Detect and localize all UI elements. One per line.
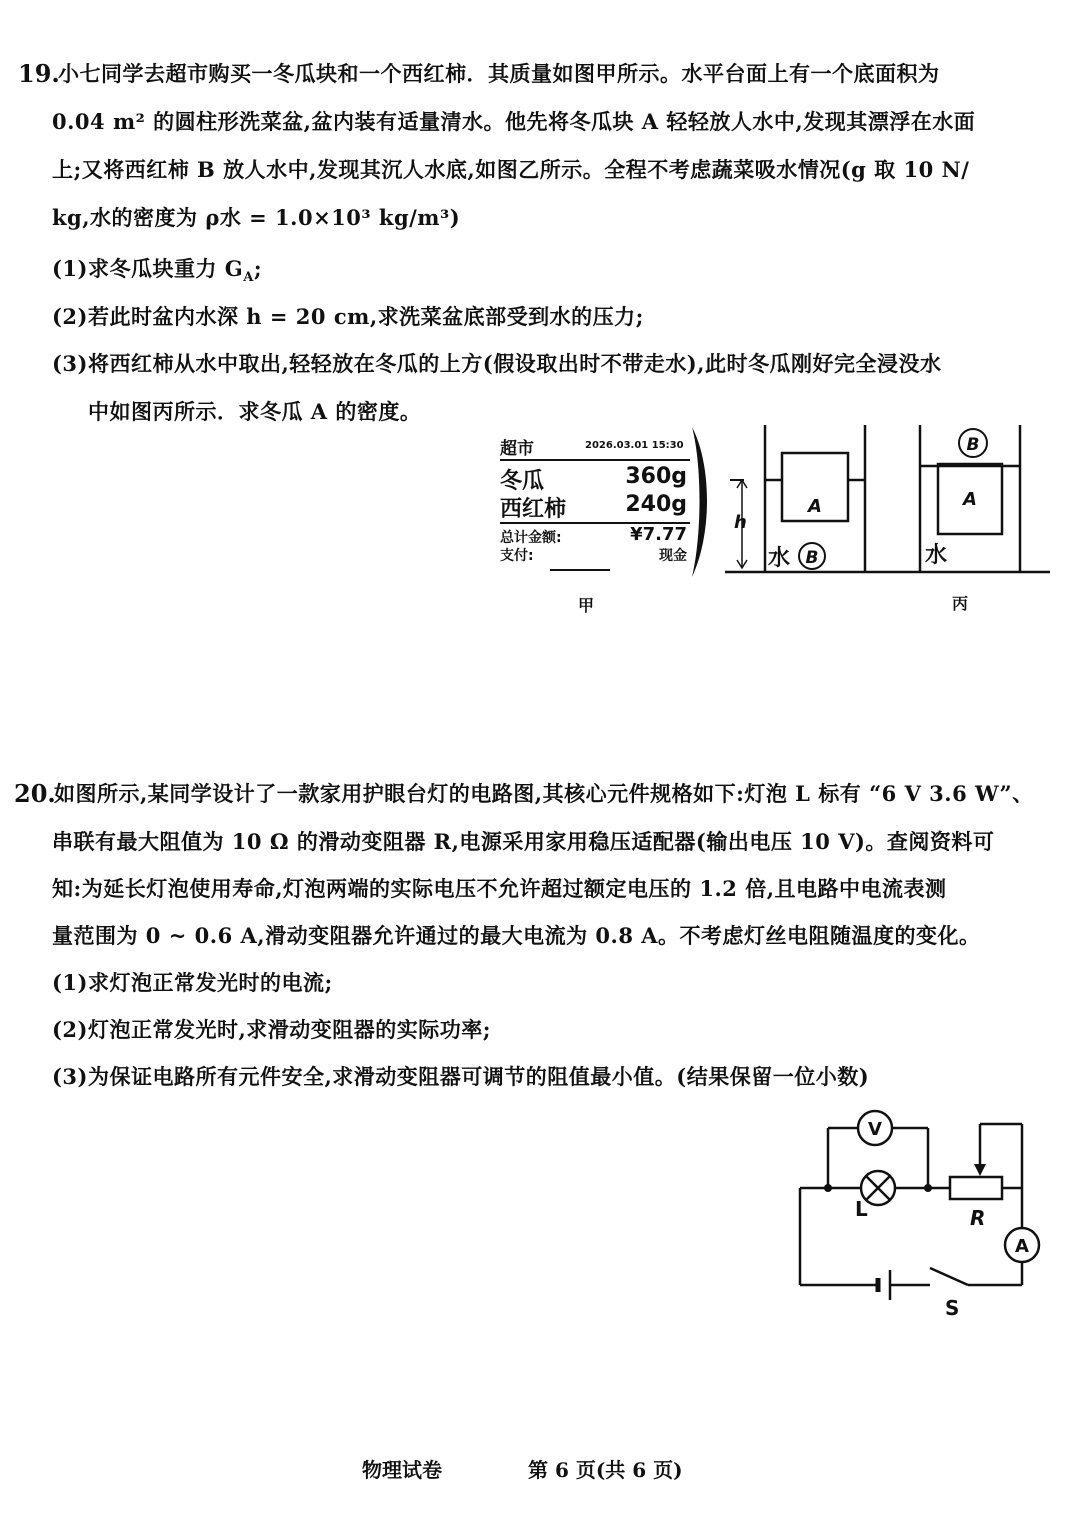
q20-text-line-1: 如图所示,某同学设计了一款家用护眼台灯的电路图,其核心元件规格如下:灯泡 L 标有 “6 V 3.6 W”、 [54, 781, 1034, 806]
lamp-label: L [855, 1197, 868, 1221]
q19-sub-3-line-2: 中如图丙所示．求冬瓜 A 的密度。 [88, 399, 422, 424]
q19-sub-1: (1)求冬瓜块重力 $G_A$; [52, 256, 263, 286]
figure-label-jia: 甲 [578, 596, 595, 615]
circuit-diagram [790, 1100, 1060, 1335]
receipt-total-value: ¥7.77 [630, 524, 687, 545]
ammeter-label: A [1015, 1236, 1029, 1257]
receipt-pay-label: 支付: [500, 548, 534, 564]
receipt-figure [500, 432, 695, 572]
junction-right [924, 1184, 932, 1192]
q20-text-line-4: 量范围为 0 ~ 0.6 A,滑动变阻器允许通过的最大电流为 0.8 A。不考虑灯丝电阻随温度的变化。 [52, 923, 981, 948]
receipt-pay-value: 现金 [659, 548, 687, 564]
receipt-item1-mass: 360g [625, 464, 687, 489]
figure-label-bing: 丙 [952, 594, 969, 613]
q19-sub-3-line-1: (3)将西红柿从水中取出,轻轻放在冬瓜的上方(假设取出时不带走水),此时冬瓜刚好完全浸没水 [52, 351, 942, 376]
q19-text-line-1: 小七同学去超市购买一冬瓜块和一个西红柿．其质量如图甲所示。水平台面上有一个底面积为 [58, 61, 940, 86]
receipt-total-label: 总计金额: [500, 530, 562, 546]
receipt-item2-name: 西红柿 [500, 497, 567, 522]
q19-text-line-4: kg,水的密度为 ρ水 = 1.0×10³ kg/m³) [52, 205, 461, 230]
water-label-2: 水 [925, 543, 948, 568]
q20-sub-2: (2)灯泡正常发光时,求滑动变阻器的实际功率; [52, 1017, 492, 1042]
q20-sub-1: (1)求灯泡正常发光时的电流; [52, 970, 333, 995]
q19-sub-2: (2)若此时盆内水深 h = 20 cm,求洗菜盆底部受到水的压力; [52, 304, 644, 329]
footer-subject: 物理试卷 [362, 1458, 442, 1482]
question-20-number: 20. [14, 779, 56, 808]
slider-arrow [974, 1164, 986, 1176]
water-label-1: 水 [768, 546, 791, 571]
q20-sub-3: (3)为保证电路所有元件安全,求滑动变阻器可调节的阻值最小值。(结果保留一位小数) [52, 1064, 870, 1089]
switch-label: S [945, 1296, 960, 1320]
block-a-label-2: A [963, 489, 977, 510]
receipt-datetime: 2026.03.01 15:30 [585, 440, 684, 451]
voltmeter-label: V [868, 1119, 882, 1140]
rheostat-label: R [970, 1206, 986, 1230]
h-label: h [734, 512, 747, 533]
q20-text-line-3: 知:为延长灯泡使用寿命,灯泡两端的实际电压不允许超过额定电压的 1.2 倍,且电路中电流表测 [52, 876, 947, 901]
q20-text-line-2: 串联有最大阻值为 10 Ω 的滑动变阻器 R,电源采用家用稳压适配器(输出电压 10 V)。查阅资料可 [52, 829, 995, 854]
receipt-signature-line [550, 569, 610, 571]
tomato-b-label-1: B [805, 548, 819, 568]
footer-page-number: 第 6 页(共 6 页) [528, 1458, 683, 1482]
receipt-torn-edge [690, 425, 715, 580]
question-19-number: 19. [18, 59, 60, 88]
tomato-b-label-2: B [966, 435, 980, 455]
q19-text-line-2: 0.04 m² 的圆柱形洗菜盆,盆内装有适量清水。他先将冬瓜块 A 轻轻放人水中,发现其漂浮在水面 [52, 109, 976, 134]
junction-left [824, 1184, 832, 1192]
block-a-label-1: A [808, 496, 822, 517]
receipt-divider [500, 459, 690, 461]
figure-containers [720, 420, 1060, 580]
receipt-store: 超市 [500, 439, 534, 459]
q19-text-line-3: 上;又将西红柿 B 放人水中,发现其沉人水底,如图乙所示。全程不考虑蔬菜吸水情况(g 取 10 N/ [52, 157, 970, 182]
receipt-item2-mass: 240g [625, 492, 687, 517]
receipt-item1-name: 冬瓜 [500, 469, 545, 494]
rheostat-body [950, 1177, 1002, 1199]
switch-blade [930, 1268, 968, 1285]
